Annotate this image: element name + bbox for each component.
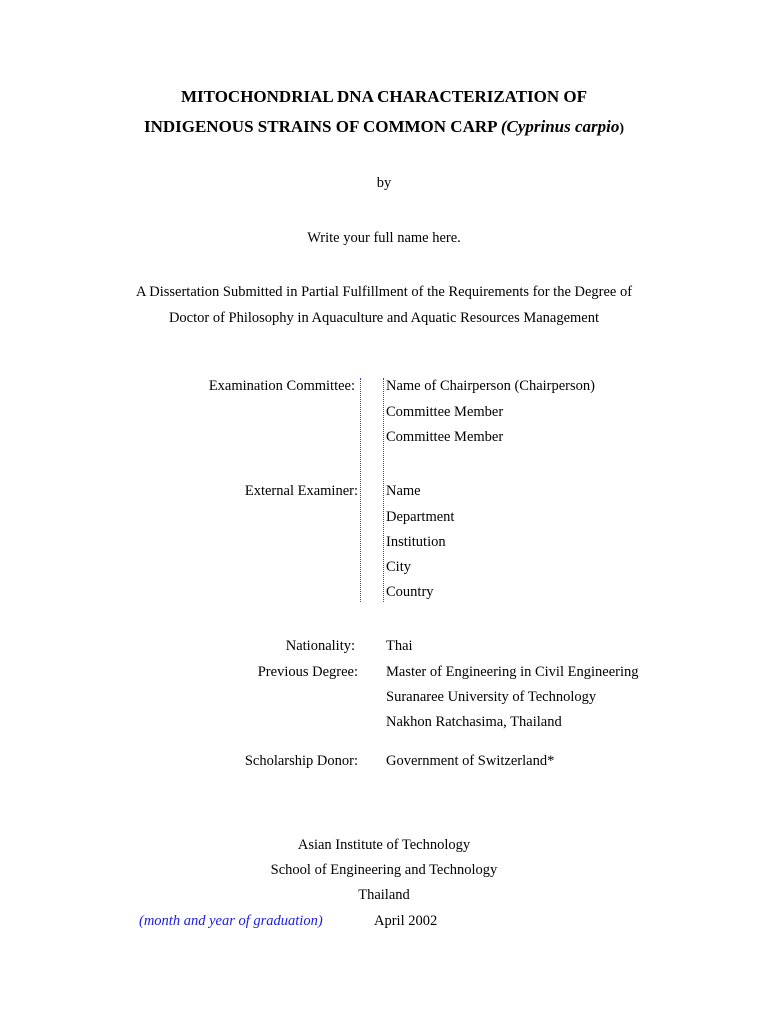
previous-degree-line: Nakhon Ratchasima, Thailand [386,714,562,730]
committee-member: Committee Member [386,404,504,420]
nationality-label: Nationality: [285,638,355,654]
submission-line-2: Doctor of Philosophy in Aquaculture and Aquatic Resources Management [168,310,600,326]
title-close-paren: ) [619,121,625,136]
left-guide-line [360,378,361,602]
external-examiner-name: Name [386,483,421,499]
external-examiner-city: City [386,559,411,575]
nationality-value: Thai [386,638,413,654]
committee-member: Committee Member [386,429,504,445]
committee-member-chair: Name of Chairperson (Chairperson) [386,378,595,394]
title-main-text: INDIGENOUS STRAINS OF COMMON CARP [143,117,497,136]
graduation-date-note: (month and year of graduation) [139,913,323,929]
external-examiner-institution: Institution [386,534,446,550]
title-species-italic: (Cyprinus carpio [500,117,620,136]
submission-line-1: A Dissertation Submitted in Partial Fulfillment of the Requirements for the Degree of [135,284,633,300]
institution-name: Asian Institute of Technology [297,837,471,853]
previous-degree-label: Previous Degree: [257,664,358,680]
scholarship-donor-label: Scholarship Donor: [244,753,358,769]
title-line-1: MITOCHONDRIAL DNA CHARACTERIZATION OF [181,87,587,106]
scholarship-donor-value: Government of Switzerland* [386,753,555,769]
by-label: by [376,175,392,191]
country-name: Thailand [358,887,410,903]
right-guide-line [383,378,384,602]
previous-degree-line: Suranaree University of Technology [386,689,597,705]
external-examiner-department: Department [386,509,455,525]
external-examiner-country: Country [386,584,434,600]
graduation-date: April 2002 [374,913,438,929]
title-line-2 [0,117,768,137]
external-examiner-label: External Examiner: [244,483,358,499]
committee-label: Examination Committee: [208,378,355,394]
school-name: School of Engineering and Technology [270,862,498,878]
author-name-placeholder: Write your full name here. [307,230,461,246]
previous-degree-line: Master of Engineering in Civil Engineering [386,664,639,680]
